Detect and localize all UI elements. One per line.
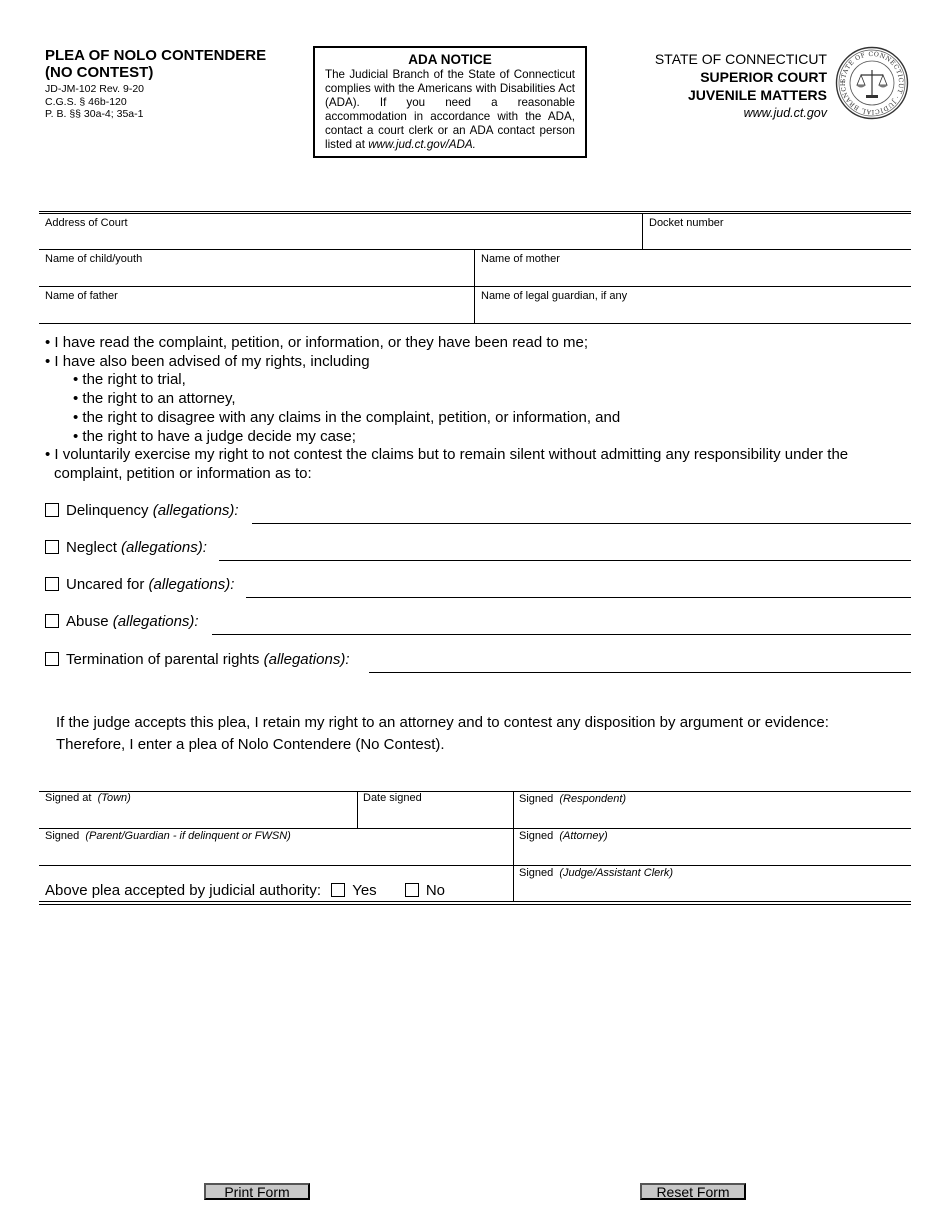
- docket-number-field[interactable]: [642, 214, 911, 249]
- acceptance-row: [45, 882, 445, 899]
- parent-signed-text: Signed: [45, 830, 80, 842]
- form-number: JD-JM-102 Rev. 9-20: [45, 83, 145, 95]
- child-name-field[interactable]: [39, 250, 474, 286]
- form-reference: [45, 83, 144, 121]
- allegation-neglect: [45, 539, 911, 561]
- ada-notice-box: [313, 46, 587, 158]
- print-form-button[interactable]: Print Form: [204, 1183, 310, 1200]
- ada-link[interactable]: www.jud.ct.gov/ADA.: [368, 138, 476, 151]
- tpr-input-line[interactable]: [369, 671, 911, 673]
- uncared-suffix: (allegations):: [148, 576, 235, 593]
- neglect-label: Neglect: [66, 539, 122, 556]
- abuse-checkbox[interactable]: [45, 614, 59, 628]
- court-division: JUVENILE MATTERS: [688, 87, 827, 103]
- accepted-no-label: No: [425, 882, 446, 899]
- ada-notice-title: ADA NOTICE: [408, 52, 492, 67]
- row-father-guardian: [39, 287, 911, 324]
- judge-note: (Judge/Assistant Clerk): [559, 867, 674, 879]
- uncared-label: Uncared for: [66, 576, 149, 593]
- delinquency-checkbox[interactable]: [45, 503, 59, 517]
- statement-read: • I have read the complaint, petition, or information, or they have been read to me;: [45, 334, 589, 351]
- delinquency-label: Delinquency: [66, 502, 153, 519]
- seal-text: STATE OF CONNECTICUT · JUDICIAL BRANCH: [839, 50, 905, 116]
- accepted-yes-checkbox[interactable]: [331, 883, 345, 897]
- signed-at-text: Signed at: [45, 792, 92, 804]
- signed-at-field[interactable]: [39, 791, 357, 828]
- statute-ref: C.G.S. § 46b-120: [45, 95, 127, 108]
- parent-note: (Parent/Guardian - if delinquent or FWSN): [85, 830, 291, 842]
- case-info-table: [39, 211, 911, 324]
- court-heading: [655, 50, 827, 122]
- judge-signature-label: [519, 867, 673, 879]
- mother-name-label: Name of mother: [481, 253, 560, 265]
- signature-table: [39, 791, 911, 905]
- right-disagree: • the right to disagree with any claims in the complaint, petition, or information, and: [73, 408, 621, 426]
- judge-signature-field[interactable]: [513, 865, 911, 901]
- connecticut-judicial-seal-icon: [835, 46, 909, 120]
- signed-at-note: (Town): [97, 792, 131, 804]
- row-child-mother: [39, 250, 911, 287]
- accepted-no-checkbox[interactable]: [405, 883, 419, 897]
- reset-form-button[interactable]: Reset Form: [640, 1183, 746, 1200]
- parent-signature-field[interactable]: [39, 828, 513, 865]
- judge-signed-text: Signed: [519, 867, 554, 879]
- abuse-input-line[interactable]: [212, 633, 911, 635]
- allegation-abuse: [45, 613, 911, 635]
- allegation-tpr: [45, 651, 911, 673]
- attorney-signature-label: [519, 830, 608, 842]
- allegation-delinquency: [45, 502, 911, 524]
- tpr-label: Termination of parental rights: [66, 651, 264, 668]
- guardian-name-label: Name of legal guardian, if any: [481, 290, 628, 302]
- right-attorney: • the right to an attorney,: [73, 390, 236, 408]
- neglect-input-line[interactable]: [219, 559, 911, 561]
- tpr-checkbox[interactable]: [45, 652, 59, 666]
- ada-notice-body: The Judicial Branch of the State of Connecticut complies with the Americans with Disabilities Act (ADA). If you need a reasonable accommodation in accordance with the ADA, contact a court clerk or an ADA contact person listed at: [325, 68, 575, 151]
- form-title-line2: (NO CONTEST): [45, 64, 154, 81]
- delinquency-input-line[interactable]: [252, 522, 911, 524]
- right-trial: • the right to trial,: [73, 371, 186, 389]
- delinquency-suffix: (allegations):: [152, 502, 239, 519]
- court-name: SUPERIOR COURT: [700, 69, 827, 85]
- date-signed-field[interactable]: [357, 791, 513, 828]
- attorney-signature-field[interactable]: [513, 828, 911, 865]
- respondent-signature-field[interactable]: [513, 791, 911, 828]
- date-signed-label: Date signed: [363, 792, 422, 804]
- plea-statement: [56, 712, 916, 756]
- respondent-signature-label: [519, 793, 626, 805]
- rights-statements: [45, 334, 905, 484]
- state-name: STATE OF CONNECTICUT: [654, 51, 827, 67]
- abuse-suffix: (allegations):: [112, 613, 199, 630]
- statement-voluntary: • I voluntarily exercise my right to not contest the claims but to remain silent without admitting any responsibility under the: [45, 446, 849, 464]
- mother-name-field[interactable]: [474, 250, 911, 286]
- court-website: www.jud.ct.gov: [743, 106, 827, 120]
- ada-notice-text: [325, 68, 575, 152]
- neglect-checkbox[interactable]: [45, 540, 59, 554]
- attorney-signed-text: Signed: [519, 830, 554, 842]
- plea-line1: If the judge accepts this plea, I retain my right to an attorney and to contest any disposition by argument or evidence:: [56, 714, 829, 731]
- neglect-suffix: (allegations):: [121, 539, 207, 556]
- uncared-input-line[interactable]: [246, 596, 911, 598]
- form-title: [45, 47, 266, 81]
- respondent-note: (Respondent): [559, 793, 627, 805]
- statement-voluntary-cont: complaint, petition or information as to:: [54, 464, 312, 482]
- acceptance-label: Above plea accepted by judicial authority:: [45, 882, 322, 899]
- guardian-name-field[interactable]: [474, 287, 911, 323]
- attorney-note: (Attorney): [559, 830, 608, 842]
- row-court-docket: [39, 214, 911, 250]
- form-title-line1: PLEA OF NOLO CONTENDERE: [45, 47, 267, 64]
- parent-signature-label: [45, 830, 291, 842]
- abuse-label: Abuse: [66, 613, 113, 630]
- right-judge: • the right to have a judge decide my case;: [73, 427, 356, 445]
- allegation-uncared: [45, 576, 911, 598]
- father-name-field[interactable]: [39, 287, 474, 323]
- accepted-yes-label: Yes: [352, 882, 377, 899]
- practice-book-ref: P. B. §§ 30a-4; 35a-1: [45, 108, 144, 120]
- respondent-signed-text: Signed: [519, 793, 554, 805]
- docket-number-label: Docket number: [649, 217, 724, 229]
- plea-line2: Therefore, I enter a plea of Nolo Contendere (No Contest).: [56, 736, 445, 753]
- address-of-court-label: Address of Court: [45, 217, 128, 229]
- address-of-court-field[interactable]: [39, 214, 642, 249]
- signed-at-label: [45, 792, 131, 804]
- statement-advised: • I have also been advised of my rights, including: [45, 352, 370, 370]
- tpr-suffix: (allegations):: [263, 651, 350, 668]
- child-name-label: Name of child/youth: [45, 253, 143, 265]
- uncared-checkbox[interactable]: [45, 577, 59, 591]
- father-name-label: Name of father: [45, 290, 118, 302]
